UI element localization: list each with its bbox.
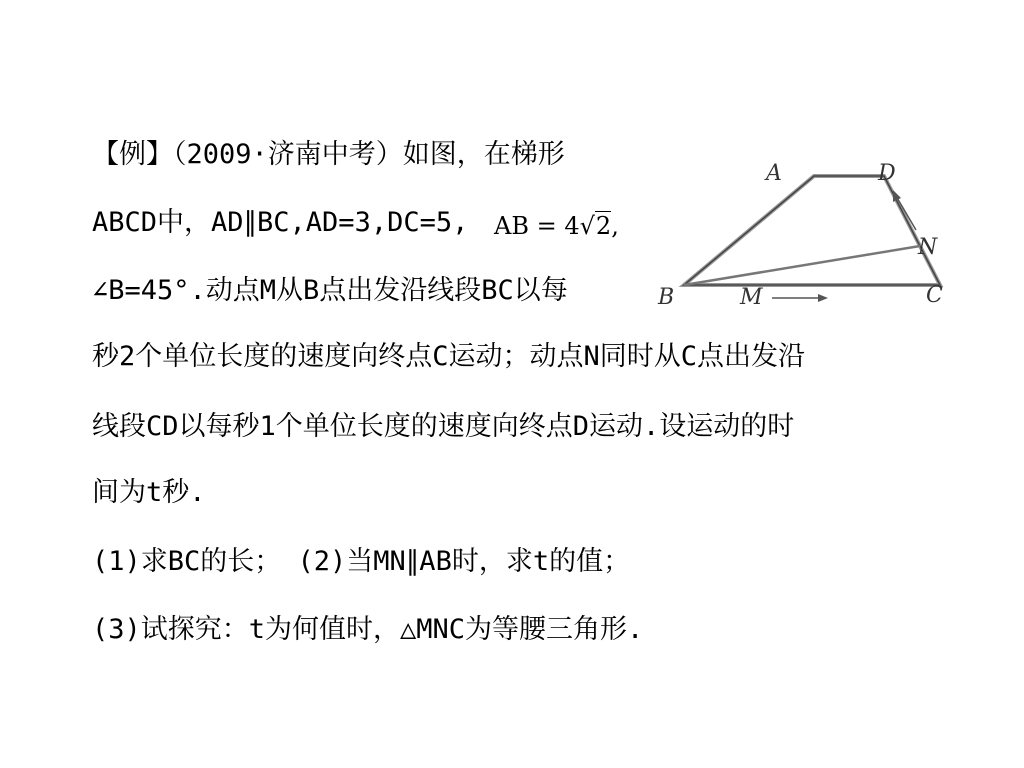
radicand: 2	[595, 212, 612, 240]
segment-mn	[684, 246, 920, 285]
radical-sign: √	[579, 212, 595, 240]
trapezoid-figure	[654, 152, 954, 310]
problem-line-4: 秒2个单位长度的速度向终点C运动；动点N同时从C点出发沿	[92, 341, 806, 372]
ab-formula-prefix: AB = 4	[494, 212, 580, 240]
problem-line-2: ABCD中，AD∥BC,AD=3,DC=5,	[92, 207, 469, 238]
ab-formula-suffix: ,	[611, 212, 619, 240]
ab-length-formula	[494, 212, 619, 240]
problem-line-6: 间为t秒.	[92, 477, 206, 508]
problem-line-1: 【例】（2009·济南中考）如图，在梯形	[92, 139, 565, 170]
label-d: D	[878, 161, 896, 186]
label-m: M	[740, 285, 763, 310]
problem-line-5: 线段CD以每秒1个单位长度的速度向终点D运动.设运动的时	[92, 411, 795, 442]
label-a: A	[766, 161, 782, 186]
question-1-2: (1)求BC的长； (2)当MN∥AB时，求t的值；	[92, 546, 631, 577]
trapezoid-edges	[684, 176, 940, 285]
label-n: N	[918, 235, 938, 260]
m-arrow-head	[818, 294, 828, 302]
trapezoid-outline	[684, 176, 940, 285]
label-b: B	[658, 285, 675, 310]
problem-line-3: ∠B=45°.动点M从B点出发沿线段BC以每	[92, 275, 568, 306]
label-c: C	[926, 283, 943, 308]
question-3: (3)试探究：t为何值时，△MNC为等腰三角形.	[92, 614, 644, 645]
n-motion-arrow	[896, 196, 916, 230]
